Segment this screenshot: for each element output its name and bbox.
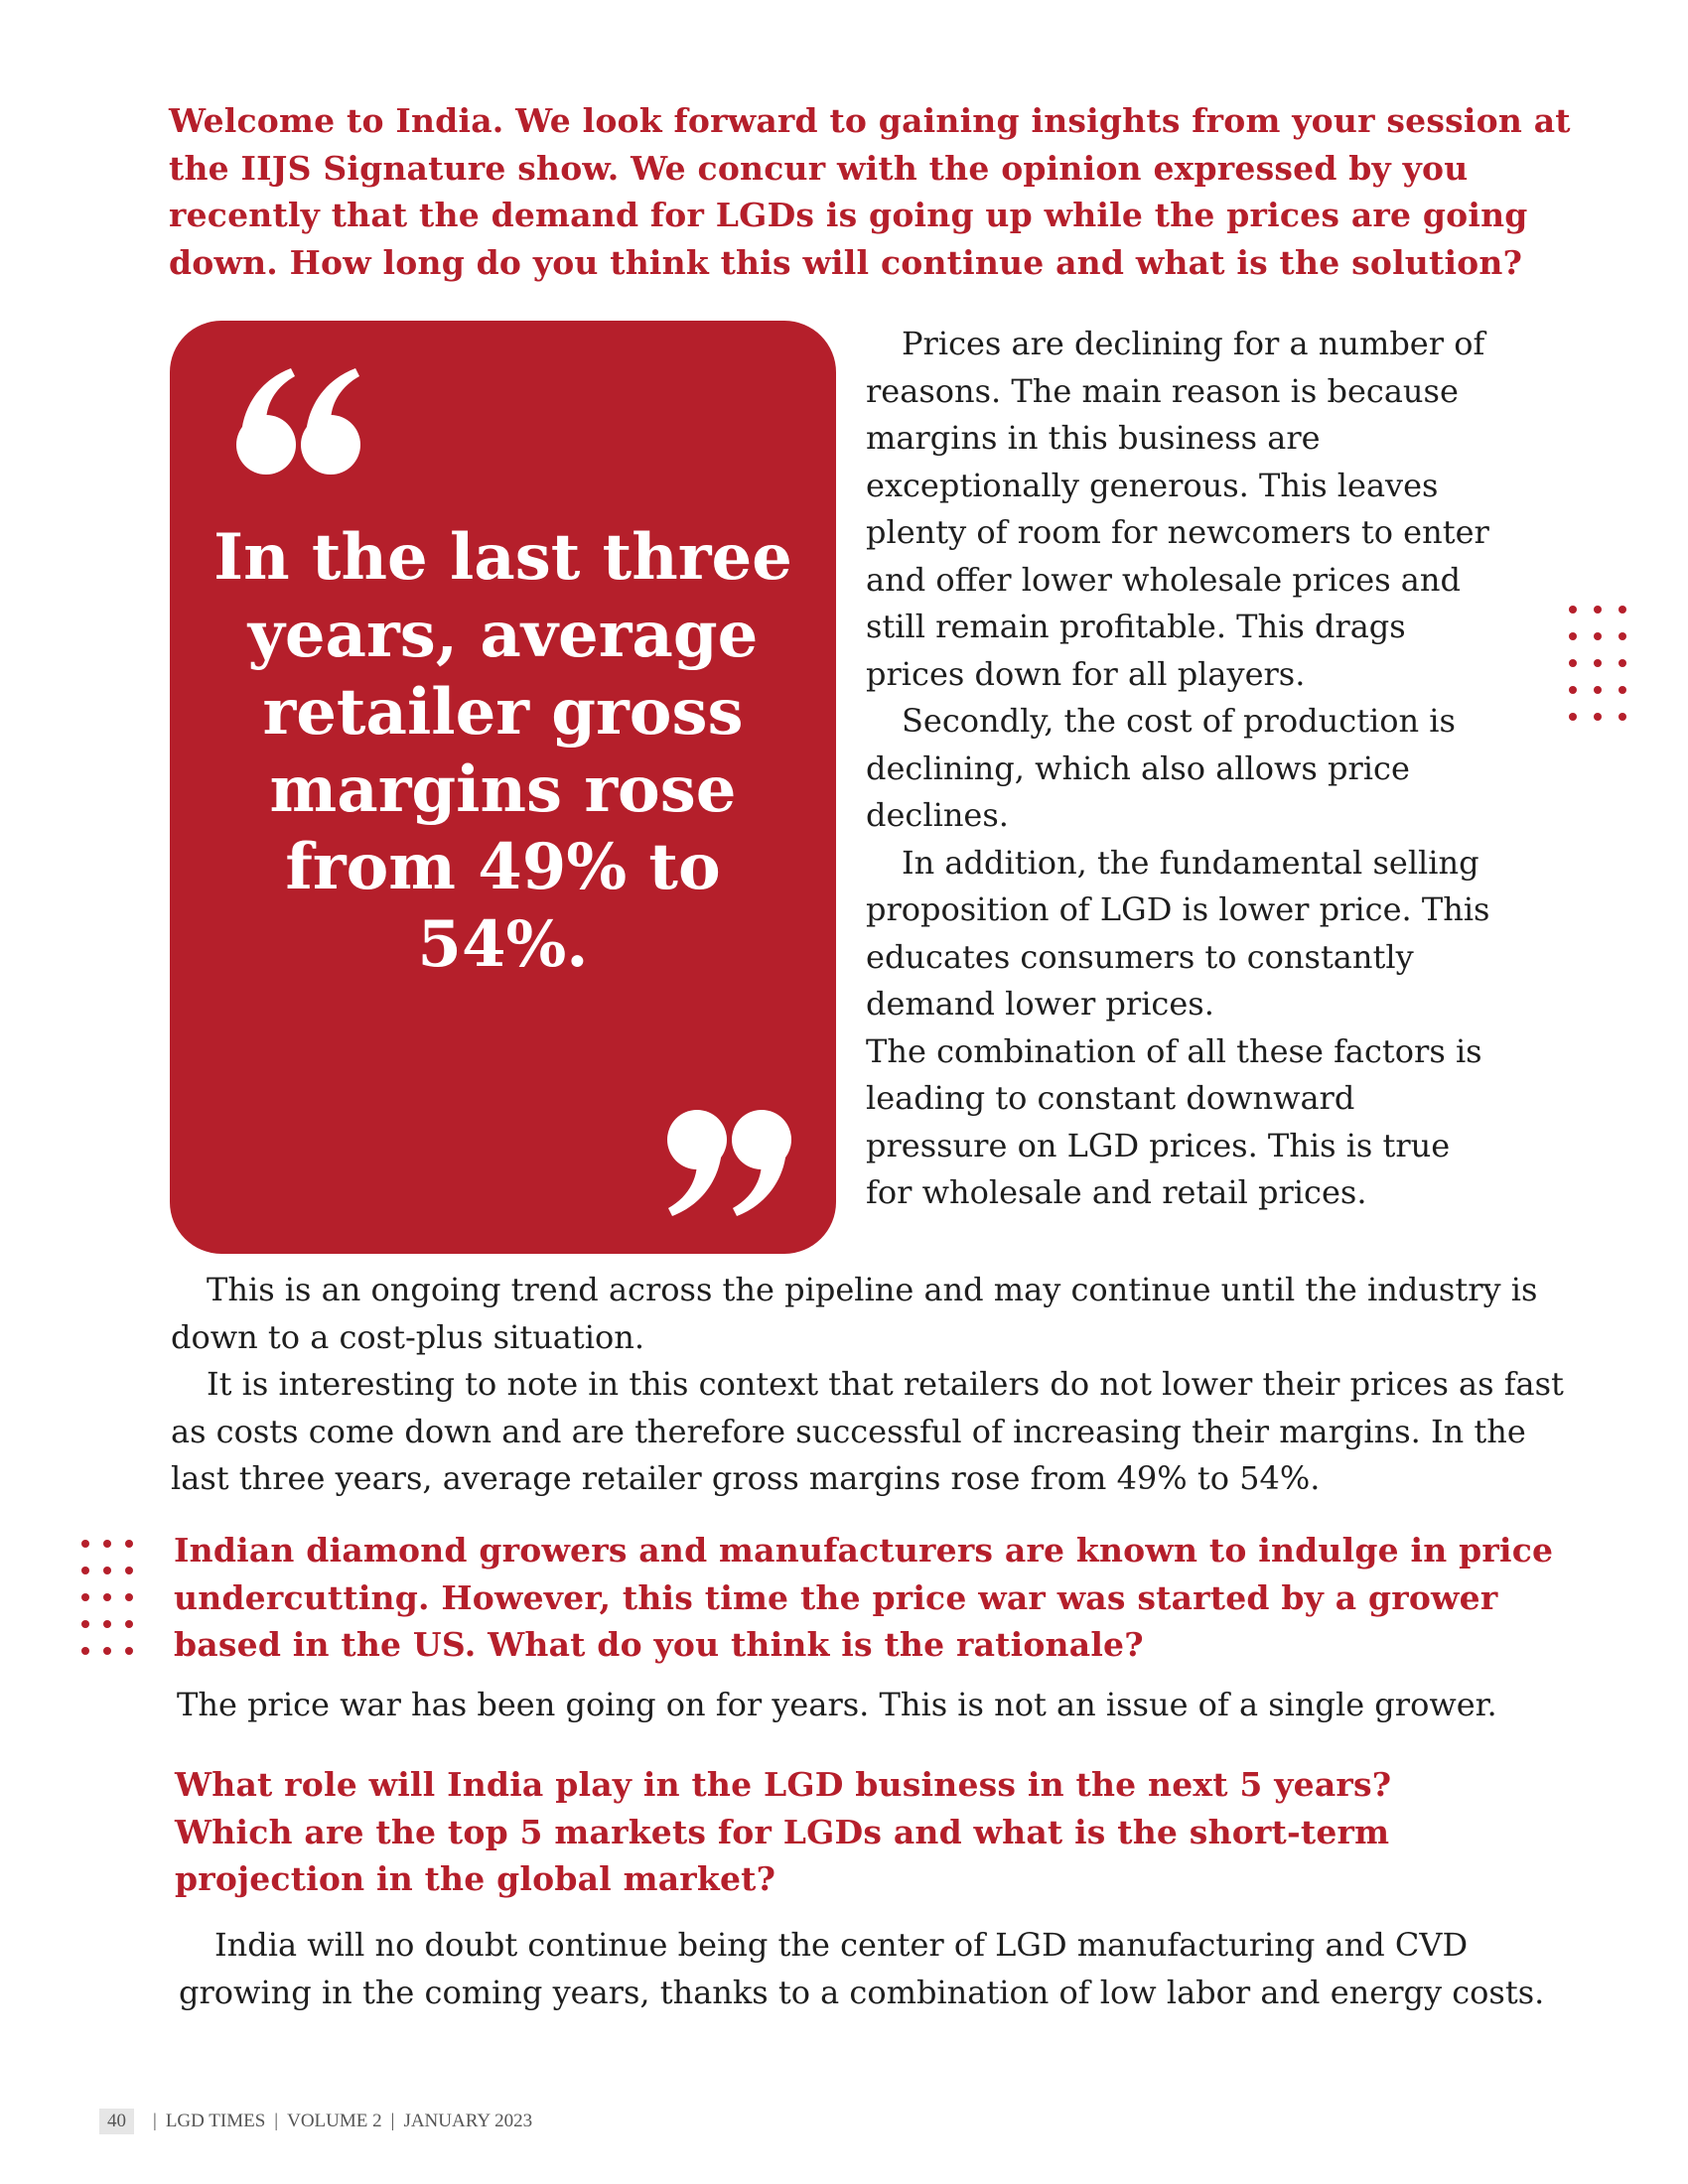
answer-paragraph: Prices are declining for a number of reasons. The main reason is because margins in this business are exceptionally generous. This leaves plenty of room for newcomers to enter and offer lower wholesale prices and still remain profitable. This drags prices down for all players. [866, 325, 1489, 693]
answer-paragraph: The price war has been going on for years. This is not an issue of a single grower. [177, 1686, 1497, 1723]
question-3-line-1: What role will India play in the LGD business in the next 5 years? [175, 1765, 1392, 1804]
page-footer [99, 2109, 532, 2134]
close-quote-icon [662, 1105, 811, 1224]
volume-label: VOLUME 2 [287, 2111, 382, 2131]
question-1: Welcome to India. We look forward to gaining insights from your session at the IIJS Signature show. We concur with the opinion expressed by you recently that the demand for LGDs is going up while the prices are going down. How long do you think this will continue and what is the solution? [169, 101, 1571, 282]
dot-pattern-decoration [1567, 604, 1628, 751]
footer-separator: | [153, 2111, 157, 2131]
publication-name: LGD TIMES [165, 2111, 266, 2131]
answer-1-full [171, 1267, 1591, 1503]
answer-paragraph: The combination of all these factors is leading to constant downward pressure on LGD prices. This is true for wholesale and retail prices. [866, 1031, 1482, 1211]
open-quote-icon [231, 360, 380, 479]
footer-separator: | [274, 2111, 279, 2131]
answer-paragraph: In addition, the fundamental selling proposition of LGD is lower price. This educates consumers to constantly demand lower prices. [866, 843, 1490, 1023]
page-number: 40 [99, 2109, 134, 2134]
answer-paragraph: It is interesting to note in this context that retailers do not lower their prices as fast as costs come down and are therefore successful of increasing their margins. In the last three years, average retailer gross margins rose from 49% to 54%. [171, 1365, 1564, 1497]
pull-quote-box [170, 321, 836, 1254]
footer-separator: | [390, 2111, 395, 2131]
answer-paragraph: Secondly, the cost of production is declining, which also allows price declines. [866, 702, 1456, 834]
question-3 [175, 1761, 1585, 1903]
answer-1-column [866, 321, 1501, 1217]
issue-date: JANUARY 2023 [403, 2111, 533, 2131]
dot-pattern-decoration [79, 1538, 135, 1685]
question-3-line-2: Which are the top 5 markets for LGDs and what is the short-term projection in the global market? [175, 1812, 1390, 1898]
answer-2 [177, 1682, 1597, 1729]
answer-paragraph: India will no doubt continue being the center of LGD manufacturing and CVD growing in the coming years, thanks to a combination of low labor and energy costs. [179, 1926, 1545, 2011]
answer-3 [179, 1922, 1579, 2016]
pull-quote-text: In the last three years, average retailer gross margins rose from 49% to 54%. [213, 520, 792, 982]
question-2: Indian diamond growers and manufacturers are known to indulge in price undercutting. However, this time the price war was started by a grower based in the US. What do you think is the rationale? [174, 1531, 1554, 1664]
answer-paragraph: This is an ongoing trend across the pipeline and may continue until the industry is down to a cost-plus situation. [171, 1271, 1538, 1356]
